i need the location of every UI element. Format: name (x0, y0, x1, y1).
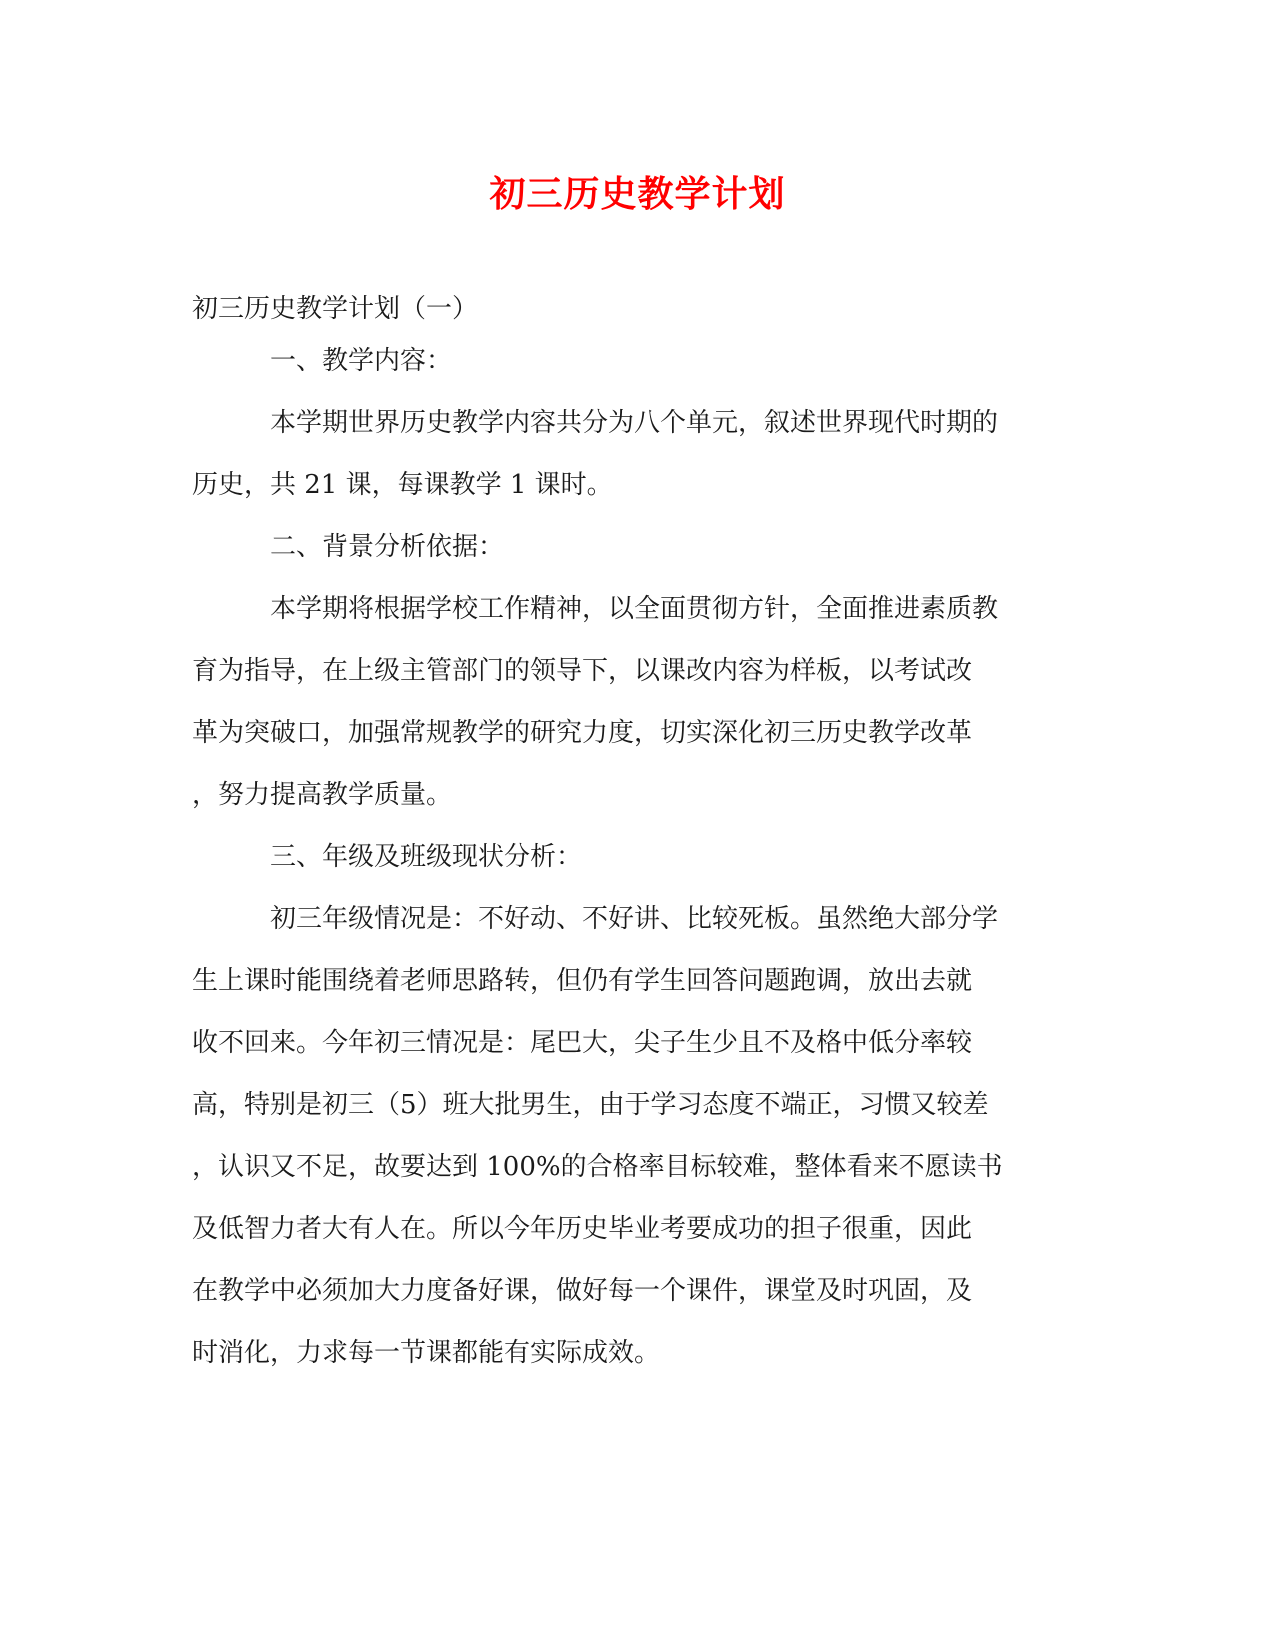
section3-line-1: 初三年级情况是：不好动、不好讲、比较死板。虽然绝大部分学 (270, 904, 999, 934)
section3-line-5: ，认识又不足，故要达到 100%的合格率目标较难，整体看来不愿读书 (192, 1152, 1003, 1182)
section1-heading: 一、教学内容： (270, 346, 453, 376)
document-title: 初三历史教学计划 (489, 173, 786, 215)
section3-line-8: 时消化，力求每一节课都能有实际成效。 (192, 1338, 661, 1368)
section2-line-2: 育为指导，在上级主管部门的领导下，以课改内容为样板，以考试改 (192, 656, 973, 686)
section3-line-6: 及低智力者大有人在。所以今年历史毕业考要成功的担子很重，因此 (192, 1214, 973, 1244)
section3-line-3: 收不回来。今年初三情况是：尾巴大，尖子生少且不及格中低分率较 (192, 1028, 973, 1058)
document-subtitle: 初三历史教学计划（一） (192, 294, 479, 324)
section3-line-7: 在教学中必须加大力度备好课，做好每一个课件，课堂及时巩固，及 (192, 1276, 973, 1306)
section1-line-1: 本学期世界历史教学内容共分为八个单元，叙述世界现代时期的 (270, 408, 999, 438)
section2-line-4: ，努力提高教学质量。 (192, 780, 453, 810)
section2-line-1: 本学期将根据学校工作精神，以全面贯彻方针，全面推进素质教 (270, 594, 999, 624)
section2-line-3: 革为突破口，加强常规教学的研究力度，切实深化初三历史教学改革 (192, 718, 973, 748)
section1-line-2: 历史，共 21 课，每课教学 1 课时。 (192, 470, 613, 500)
section2-heading: 二、背景分析依据： (270, 532, 505, 562)
section3-line-4: 高，特别是初三（5）班大批男生，由于学习态度不端正，习惯又较差 (192, 1090, 989, 1120)
section3-heading: 三、年级及班级现状分析： (270, 842, 583, 872)
section3-line-2: 生上课时能围绕着老师思路转，但仍有学生回答问题跑调，放出去就 (192, 966, 973, 996)
